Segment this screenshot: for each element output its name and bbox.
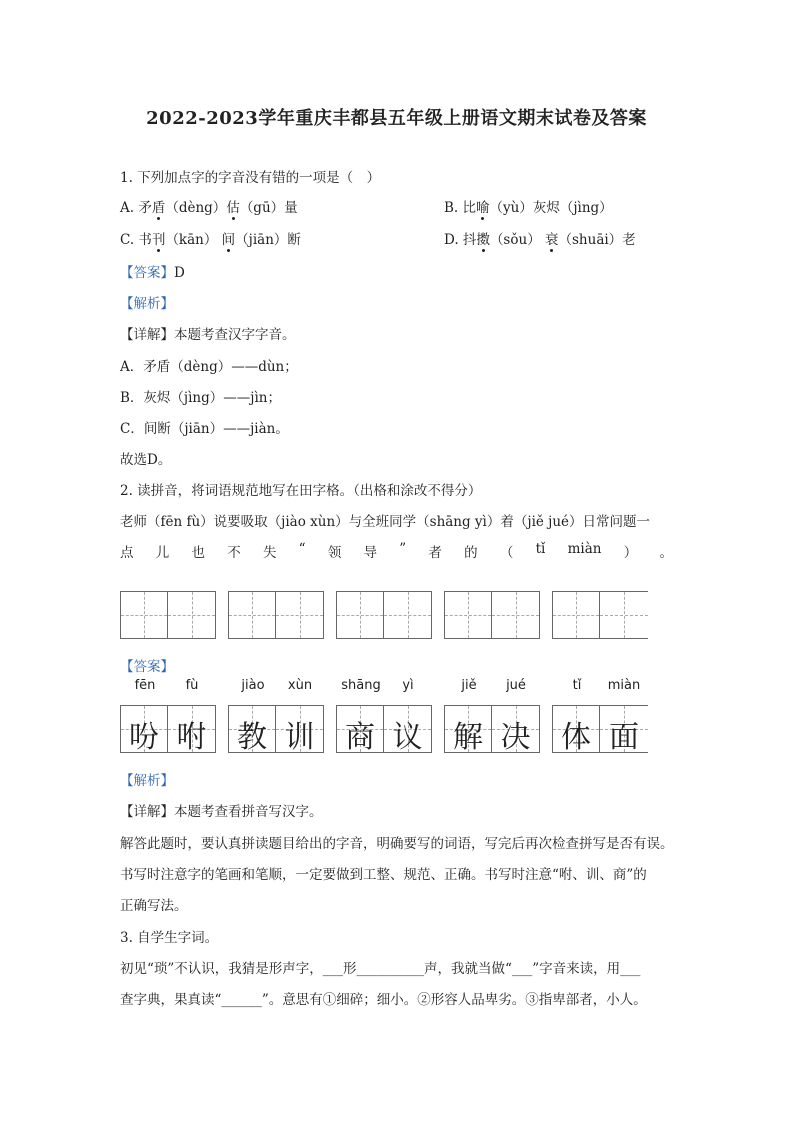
answer-pinyin: tǐ (572, 678, 582, 693)
q2-line2-char: 儿 (155, 545, 170, 561)
q1-option-a-dotted-char1: 盾 (151, 200, 166, 216)
answer-tag: 【答案】 (120, 265, 174, 281)
q1-answer-value: D (174, 265, 185, 281)
q2-stem: 2. 读拼音，将词语规范地写在田字格。（出格和涂改不得分） (120, 483, 482, 499)
q2-detail-text: 本题考查看拼音写汉字。 (174, 804, 323, 820)
q1-option-c-suffix: （jiān）断 (235, 232, 301, 248)
q1-conclusion: 故选D。 (120, 452, 172, 468)
writing-grid-empty-1[interactable] (120, 591, 216, 639)
q1-option-a-suffix: （gū）量 (239, 200, 298, 216)
q2-sentence-line1: 老师（fēn fù）说要吸取（jiào xùn）与全班同学（shāng yì）着（jiě jué）日常问题一 (120, 514, 651, 530)
q3-line1: 初见“琐”不认识，我猜是形声字，___形__________声，我就当做“___”字音来读，用___ (120, 961, 641, 977)
answer-pinyin: fēn (134, 678, 156, 693)
answer-char: 训 (284, 720, 315, 755)
answer-char: 决 (500, 720, 531, 755)
q1-option-d (444, 228, 636, 248)
answer-char: 教 (237, 720, 267, 755)
answer-char: 面 (609, 720, 639, 755)
q2-line2-char: 也 (191, 545, 205, 561)
answer-pinyin: jiě (461, 678, 477, 693)
analysis-tag: 【解析】 (120, 296, 174, 312)
q1-option-b (444, 196, 613, 216)
q2-line2-char: （ (499, 545, 514, 561)
answer-pinyin: miàn (607, 678, 641, 693)
q2-line2-char: “ (298, 541, 306, 557)
q1-option-c-prefix: C. 书 (120, 232, 152, 248)
q1-option-d-suffix: （shuāi）老 (558, 232, 636, 248)
q1-explain-b: B．灰烬（jìng）——jìn； (120, 390, 281, 406)
answer-pinyin: xùn (287, 678, 313, 693)
q1-explain-c: C．间断（jiān）——jiàn。 (120, 421, 289, 437)
q1-explain-a: A．矛盾（dèng）——dùn； (120, 359, 298, 375)
detail-tag: 【详解】 (120, 804, 174, 820)
q1-option-d-prefix: D. 抖 (444, 232, 477, 248)
q3-stem: 3. 自学生字词。 (120, 930, 219, 946)
q1-option-a (120, 196, 298, 216)
answer-char: 体 (561, 720, 591, 755)
writing-grid-empty-3[interactable] (336, 591, 432, 639)
q2-sentence-line2 (120, 541, 673, 561)
q2-para3: 正确写法。 (120, 898, 188, 914)
q1-option-c-dotted-char1: 刊 (151, 232, 166, 248)
detail-tag: 【详解】 (120, 327, 174, 343)
writing-grid-empty-4[interactable] (444, 591, 540, 639)
answer-char: 议 (392, 720, 423, 755)
q2-answer-tag: 【答案】 (120, 659, 174, 675)
q2-line2-char: 失 (262, 545, 277, 561)
q1-option-b-prefix: B. 比 (444, 200, 477, 216)
q2-line2-char: 不 (227, 545, 241, 561)
q1-option-a-dotted-char2: 估 (226, 200, 240, 216)
page-title: 2022-2023学年重庆丰都县五年级上册语文期末试卷及答案 (146, 108, 647, 129)
answer-char: 解 (453, 720, 483, 755)
answer-grid-1 (120, 678, 216, 755)
q1-detail-text: 本题考查汉字字音。 (174, 327, 296, 343)
answer-grid-3 (336, 678, 432, 755)
writing-grid-empty-2[interactable] (228, 591, 324, 639)
q1-option-c-dotted-char2: 间 (221, 232, 236, 248)
q1-detail (120, 323, 296, 343)
q2-line2-char: 的 (464, 545, 478, 561)
q2-line2-char: 点 (120, 545, 134, 561)
q2-detail (120, 800, 323, 820)
q1-option-c-pinyin1: （kān） (165, 232, 218, 248)
answer-pinyin: yì (402, 678, 414, 693)
answer-pinyin: jué (506, 678, 526, 693)
writing-grid-empty-5[interactable] (552, 591, 648, 639)
q2-analysis-tag: 【解析】 (120, 773, 174, 789)
q2-para1: 解答此题时，要认真拼读题目给出的字音，明确要写的词语，写完后再次检查拼写是否有误。 (120, 836, 674, 852)
q1-option-c (120, 228, 301, 248)
answer-char: 咐 (176, 720, 207, 755)
q1-option-b-suffix: （yù）灰烬（jìng） (489, 200, 613, 216)
answer-grid-5 (552, 678, 648, 755)
q2-line2-char: ） (623, 545, 638, 561)
q2-line2-char: miàn (567, 541, 602, 557)
answer-grid-4 (444, 678, 540, 755)
q2-line2-char: 领 (327, 545, 342, 561)
answer-pinyin: fù (185, 678, 199, 693)
answer-grid-2 (228, 678, 324, 755)
answer-pinyin: jiào (241, 678, 265, 693)
q2-line2-char: tǐ (535, 541, 546, 557)
answer-pinyin: shāng (341, 678, 381, 693)
q1-option-b-dotted-char: 喻 (476, 200, 490, 216)
q2-line2-char: 者 (428, 545, 442, 561)
q1-option-d-dotted-char1: 擞 (476, 232, 490, 248)
q1-option-d-dotted-char2: 衰 (545, 232, 559, 248)
q1-option-a-pinyin1: （dèng） (165, 200, 227, 216)
q1-option-d-pinyin1: （sǒu） (489, 232, 541, 248)
q2-line2-char: ” (399, 541, 407, 557)
answer-char: 商 (345, 720, 375, 755)
q1-answer (120, 261, 185, 281)
q1-stem: 1. 下列加点字的字音没有错的一项是（ ） (120, 170, 381, 186)
q2-line2-char: 。 (659, 545, 673, 561)
answer-char: 吩 (129, 720, 159, 755)
q1-option-a-prefix: A. 矛 (120, 200, 152, 216)
q2-para2: 书写时注意字的笔画和笔顺，一定要做到工整、规范、正确。书写时注意“咐、训、商”的 (120, 867, 647, 883)
q3-line2: 查字典，果真读“______”。意思有①细碎；细小。②形容人品卑劣。③指卑部者，小人。 (120, 992, 647, 1008)
q2-line2-char: 导 (363, 545, 378, 561)
